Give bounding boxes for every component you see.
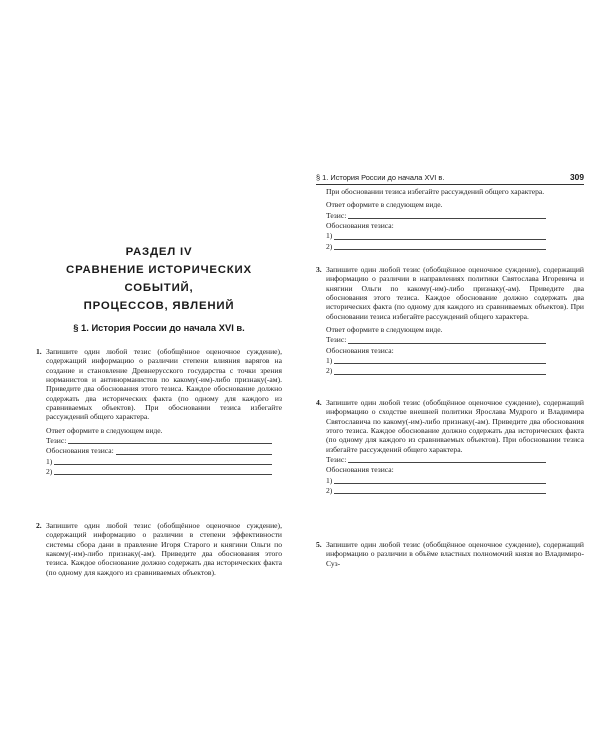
page-number: 309 — [570, 172, 584, 182]
answer-format-note: Ответ оформите в следующем виде. — [326, 200, 443, 210]
task-number: 5. — [316, 540, 322, 549]
section-title-line: РАЗДЕЛ IV — [125, 246, 193, 258]
running-header — [316, 172, 584, 185]
task-3 — [316, 265, 584, 377]
task-4 — [316, 398, 584, 496]
thesis-label: Тезис: — [46, 436, 67, 446]
reasons-label: Обоснования тезиса: — [46, 446, 114, 456]
reason-item-2: 2) — [46, 467, 53, 477]
reasons-label: Обоснования тезиса: — [326, 465, 394, 475]
task-1 — [36, 347, 282, 477]
reasons-label: Обоснования тезиса: — [326, 345, 394, 355]
answer-format-note: Ответ оформите в следующем виде. — [326, 325, 443, 335]
thesis-label: Тезис: — [326, 335, 347, 345]
continuation-text: При обосновании тезиса избегайте рассуждений общего характера. — [326, 187, 545, 196]
answer-line — [348, 336, 546, 344]
task-number: 4. — [316, 398, 322, 407]
task-2 — [36, 521, 282, 577]
task-text: Запишите один любой тезис (обобщённое оценочное суждение), содержащий информацию о сходстве внешней политики Ярослава Мудрого и Владимира Святославича по какому(-им)-либо признаку(-ам). Приведите два обоснования этого тезиса. Каждое обоснование должно содержать два исторических факта (по одному для каждого из сравниваемых объектов). При обосновании тезиса избегайте рассуждений общего характера. — [326, 398, 584, 454]
section-title-line: СРАВНЕНИЕ ИСТОРИЧЕСКИХ СОБЫТИЙ, — [66, 264, 252, 294]
answer-line — [348, 455, 546, 463]
task-number: 1. — [36, 347, 42, 356]
reason-item-1: 1) — [326, 231, 333, 241]
reason-item-1: 1) — [46, 456, 53, 466]
section-title-line: ПРОЦЕССОВ, ЯВЛЕНИЙ — [83, 300, 235, 312]
answer-line — [116, 447, 272, 455]
answer-line — [334, 356, 546, 364]
task-text: Запишите один любой тезис (обобщённое оценочное суждение), содержащий информацию о различии в объёме властных полномочий князя во Владимиро-Суз- — [326, 540, 584, 568]
answer-line — [54, 467, 272, 475]
answer-line — [348, 211, 546, 219]
reason-item-1: 1) — [326, 356, 333, 366]
task-number: 2. — [36, 521, 42, 530]
reasons-label: Обоснования тезиса: — [326, 221, 394, 231]
paragraph-title: § 1. История России до начала XVI в. — [73, 322, 245, 333]
answer-line — [334, 476, 546, 484]
task-number: 3. — [316, 265, 322, 274]
reason-item-2: 2) — [326, 241, 333, 251]
answer-line — [68, 436, 272, 444]
answer-line — [334, 242, 546, 250]
thesis-label: Тезис: — [326, 455, 347, 465]
running-head-title: § 1. История России до начала XVI в. — [316, 173, 445, 182]
reason-item-2: 2) — [326, 366, 333, 376]
answer-line — [334, 367, 546, 375]
task-text: Запишите один любой тезис (обобщённое оценочное суждение), содержащий информацию о различии в направлениях политики Святослава Игоревича и княгини Ольги по какому(-им)-либо признаку(-ам). Приведите два обоснования этого тезиса. Каждое обоснование должно содержать два исторических факта (по одному для каждого из сравниваемых объектов). При обосновании тезиса избегайте рассуждений общего характера. — [326, 265, 584, 321]
task-2-continuation — [316, 187, 584, 252]
section-title — [30, 243, 288, 315]
right-page — [300, 0, 600, 750]
reason-item-1: 1) — [326, 475, 333, 485]
task-text: Запишите один любой тезис (обобщённое оценочное суждение), содержащий информацию о различии в степени эффективности системы сбора дани в правление Игоря Старого и княгини Ольги по какому(-им)-либо признаку(-ам). Приведите два обоснования этого тезиса. Каждое обоснование должно содержать два исторических факта (по одному для каждого из сравниваемых объектов). — [46, 521, 282, 577]
answer-line — [334, 232, 546, 240]
reason-item-2: 2) — [326, 486, 333, 496]
task-5 — [316, 540, 584, 568]
answer-format-note: Ответ оформите в следующем виде. — [46, 425, 163, 435]
answer-line — [54, 457, 272, 465]
thesis-label: Тезис: — [326, 210, 347, 220]
task-text: Запишите один любой тезис (обобщённое оценочное суждение), содержащий информацию о различии степени влияния варягов на создание и становление Древнерусского государства с точки зрения норманистов и антинорманистов по какому(-им)-либо признаку(-ам). Приведите два обоснования этого тезиса. Каждое обоснование должно содержать два исторических факта (по одному для каждого из сравниваемых объектов). При обосновании тезиса избегайте рассуждений общего характера. — [46, 347, 282, 422]
answer-line — [334, 486, 546, 494]
